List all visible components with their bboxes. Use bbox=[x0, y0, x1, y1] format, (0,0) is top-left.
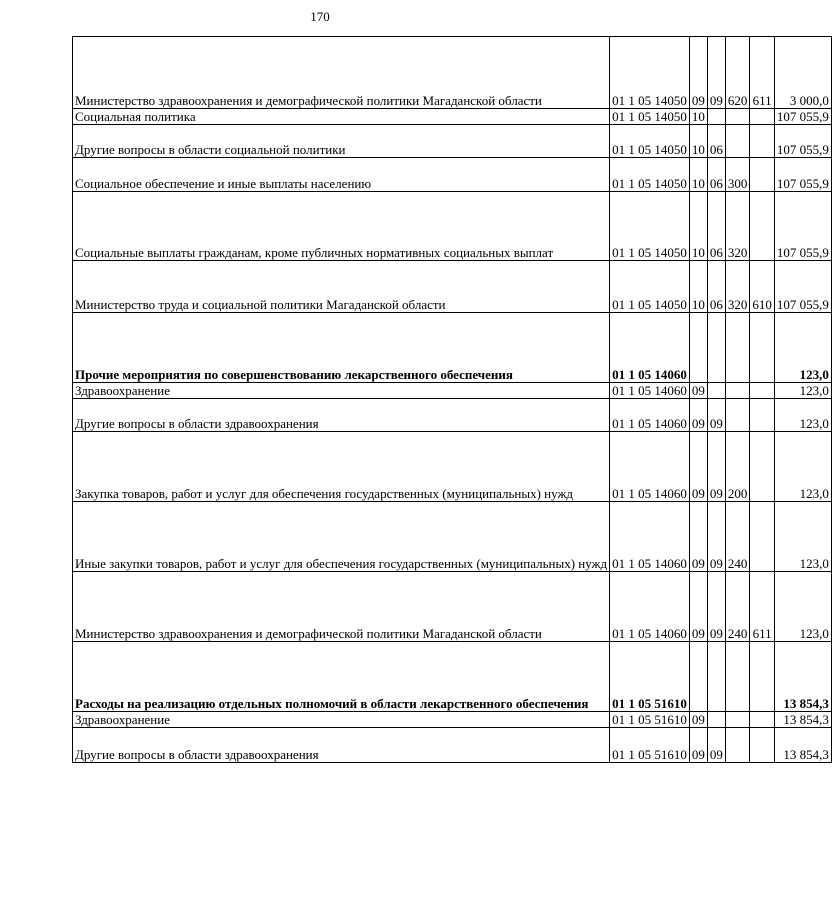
cell-administrator bbox=[750, 125, 775, 158]
cell-name: Министерство труда и социальной политики Магаданской области bbox=[73, 261, 610, 313]
cell-subsection: 09 bbox=[707, 399, 725, 432]
cell-expense-type: 620 bbox=[725, 37, 750, 109]
cell-name: Другие вопросы в области здравоохранения bbox=[73, 399, 610, 432]
table-row bbox=[73, 37, 832, 109]
table-row bbox=[73, 712, 832, 728]
cell-code: 01 1 05 14050 bbox=[610, 125, 690, 158]
cell-section: 10 bbox=[689, 158, 707, 192]
table-row bbox=[73, 572, 832, 642]
cell-section: 10 bbox=[689, 125, 707, 158]
cell-section bbox=[689, 313, 707, 383]
table-row bbox=[73, 158, 832, 192]
cell-amount: 13 854,3 bbox=[774, 712, 831, 728]
cell-expense-type bbox=[725, 383, 750, 399]
cell-code: 01 1 05 14050 bbox=[610, 261, 690, 313]
cell-expense-type: 240 bbox=[725, 572, 750, 642]
cell-section: 10 bbox=[689, 109, 707, 125]
cell-expense-type bbox=[725, 712, 750, 728]
cell-subsection bbox=[707, 109, 725, 125]
cell-subsection: 09 bbox=[707, 572, 725, 642]
cell-section: 09 bbox=[689, 572, 707, 642]
cell-code: 01 1 05 14050 bbox=[610, 37, 690, 109]
cell-administrator bbox=[750, 642, 775, 712]
cell-amount: 13 854,3 bbox=[774, 728, 831, 763]
cell-name: Министерство здравоохранения и демографической политики Магаданской области bbox=[73, 37, 610, 109]
cell-code: 01 1 05 14060 bbox=[610, 432, 690, 502]
table-row bbox=[73, 432, 832, 502]
cell-expense-type: 240 bbox=[725, 502, 750, 572]
table-row bbox=[73, 399, 832, 432]
cell-code: 01 1 05 51610 bbox=[610, 728, 690, 763]
cell-subsection: 06 bbox=[707, 125, 725, 158]
cell-expense-type bbox=[725, 109, 750, 125]
cell-administrator bbox=[750, 399, 775, 432]
cell-administrator bbox=[750, 192, 775, 261]
cell-administrator bbox=[750, 109, 775, 125]
cell-name: Социальная политика bbox=[73, 109, 610, 125]
cell-administrator bbox=[750, 712, 775, 728]
cell-code: 01 1 05 14050 bbox=[610, 158, 690, 192]
cell-section: 09 bbox=[689, 37, 707, 109]
cell-administrator bbox=[750, 432, 775, 502]
cell-section: 09 bbox=[689, 399, 707, 432]
cell-name: Социальные выплаты гражданам, кроме публичных нормативных социальных выплат bbox=[73, 192, 610, 261]
cell-name: Закупка товаров, работ и услуг для обеспечения государственных (муниципальных) нужд bbox=[73, 432, 610, 502]
table-row bbox=[73, 502, 832, 572]
cell-section: 09 bbox=[689, 383, 707, 399]
cell-subsection bbox=[707, 642, 725, 712]
table-row bbox=[73, 383, 832, 399]
cell-expense-type bbox=[725, 642, 750, 712]
cell-subsection: 09 bbox=[707, 728, 725, 763]
cell-section: 10 bbox=[689, 192, 707, 261]
cell-administrator: 611 bbox=[750, 37, 775, 109]
cell-section: 10 bbox=[689, 261, 707, 313]
cell-expense-type: 320 bbox=[725, 261, 750, 313]
cell-expense-type bbox=[725, 399, 750, 432]
cell-administrator: 611 bbox=[750, 572, 775, 642]
cell-amount: 123,0 bbox=[774, 313, 831, 383]
cell-section: 09 bbox=[689, 432, 707, 502]
cell-expense-type: 320 bbox=[725, 192, 750, 261]
cell-name: Министерство здравоохранения и демографической политики Магаданской области bbox=[73, 572, 610, 642]
cell-code: 01 1 05 14060 bbox=[610, 399, 690, 432]
cell-amount: 123,0 bbox=[774, 432, 831, 502]
cell-amount: 13 854,3 bbox=[774, 642, 831, 712]
cell-code: 01 1 05 14060 bbox=[610, 572, 690, 642]
cell-amount: 107 055,9 bbox=[774, 158, 831, 192]
table-row bbox=[73, 261, 832, 313]
table-row bbox=[73, 728, 832, 763]
cell-name: Другие вопросы в области социальной политики bbox=[73, 125, 610, 158]
cell-administrator bbox=[750, 158, 775, 192]
cell-subsection: 09 bbox=[707, 37, 725, 109]
cell-amount: 107 055,9 bbox=[774, 261, 831, 313]
cell-subsection bbox=[707, 712, 725, 728]
cell-subsection: 09 bbox=[707, 502, 725, 572]
cell-amount: 123,0 bbox=[774, 399, 831, 432]
cell-code: 01 1 05 14060 bbox=[610, 502, 690, 572]
table-body bbox=[73, 37, 832, 763]
cell-administrator bbox=[750, 383, 775, 399]
cell-amount: 3 000,0 bbox=[774, 37, 831, 109]
cell-expense-type bbox=[725, 125, 750, 158]
table-row bbox=[73, 125, 832, 158]
budget-table bbox=[72, 36, 832, 763]
cell-subsection: 06 bbox=[707, 158, 725, 192]
cell-code: 01 1 05 51610 bbox=[610, 712, 690, 728]
cell-section: 09 bbox=[689, 712, 707, 728]
cell-name: Социальное обеспечение и иные выплаты населению bbox=[73, 158, 610, 192]
cell-subsection: 09 bbox=[707, 432, 725, 502]
cell-code: 01 1 05 51610 bbox=[610, 642, 690, 712]
table-row bbox=[73, 109, 832, 125]
cell-subsection: 06 bbox=[707, 261, 725, 313]
cell-section: 09 bbox=[689, 502, 707, 572]
cell-name: Здравоохранение bbox=[73, 383, 610, 399]
cell-subsection bbox=[707, 383, 725, 399]
cell-administrator bbox=[750, 502, 775, 572]
cell-expense-type bbox=[725, 313, 750, 383]
cell-administrator: 610 bbox=[750, 261, 775, 313]
cell-amount: 107 055,9 bbox=[774, 109, 831, 125]
table-row bbox=[73, 313, 832, 383]
cell-name: Другие вопросы в области здравоохранения bbox=[73, 728, 610, 763]
cell-expense-type: 300 bbox=[725, 158, 750, 192]
cell-administrator bbox=[750, 313, 775, 383]
page-number: 170 bbox=[310, 9, 330, 24]
cell-amount: 123,0 bbox=[774, 572, 831, 642]
cell-section bbox=[689, 642, 707, 712]
cell-code: 01 1 05 14050 bbox=[610, 109, 690, 125]
cell-expense-type: 200 bbox=[725, 432, 750, 502]
cell-code: 01 1 05 14060 bbox=[610, 383, 690, 399]
cell-code: 01 1 05 14050 bbox=[610, 192, 690, 261]
cell-section: 09 bbox=[689, 728, 707, 763]
cell-code: 01 1 05 14060 bbox=[610, 313, 690, 383]
cell-amount: 107 055,9 bbox=[774, 125, 831, 158]
table-row bbox=[73, 192, 832, 261]
table-row bbox=[73, 642, 832, 712]
cell-name: Прочие мероприятия по совершенствованию лекарственного обеспечения bbox=[73, 313, 610, 383]
cell-amount: 123,0 bbox=[774, 383, 831, 399]
cell-name: Иные закупки товаров, работ и услуг для обеспечения государственных (муниципальных) нужд bbox=[73, 502, 610, 572]
cell-subsection: 06 bbox=[707, 192, 725, 261]
cell-administrator bbox=[750, 728, 775, 763]
cell-name: Здравоохранение bbox=[73, 712, 610, 728]
cell-amount: 123,0 bbox=[774, 502, 831, 572]
cell-expense-type bbox=[725, 728, 750, 763]
cell-subsection bbox=[707, 313, 725, 383]
cell-name: Расходы на реализацию отдельных полномочий в области лекарственного обеспечения bbox=[73, 642, 610, 712]
cell-amount: 107 055,9 bbox=[774, 192, 831, 261]
